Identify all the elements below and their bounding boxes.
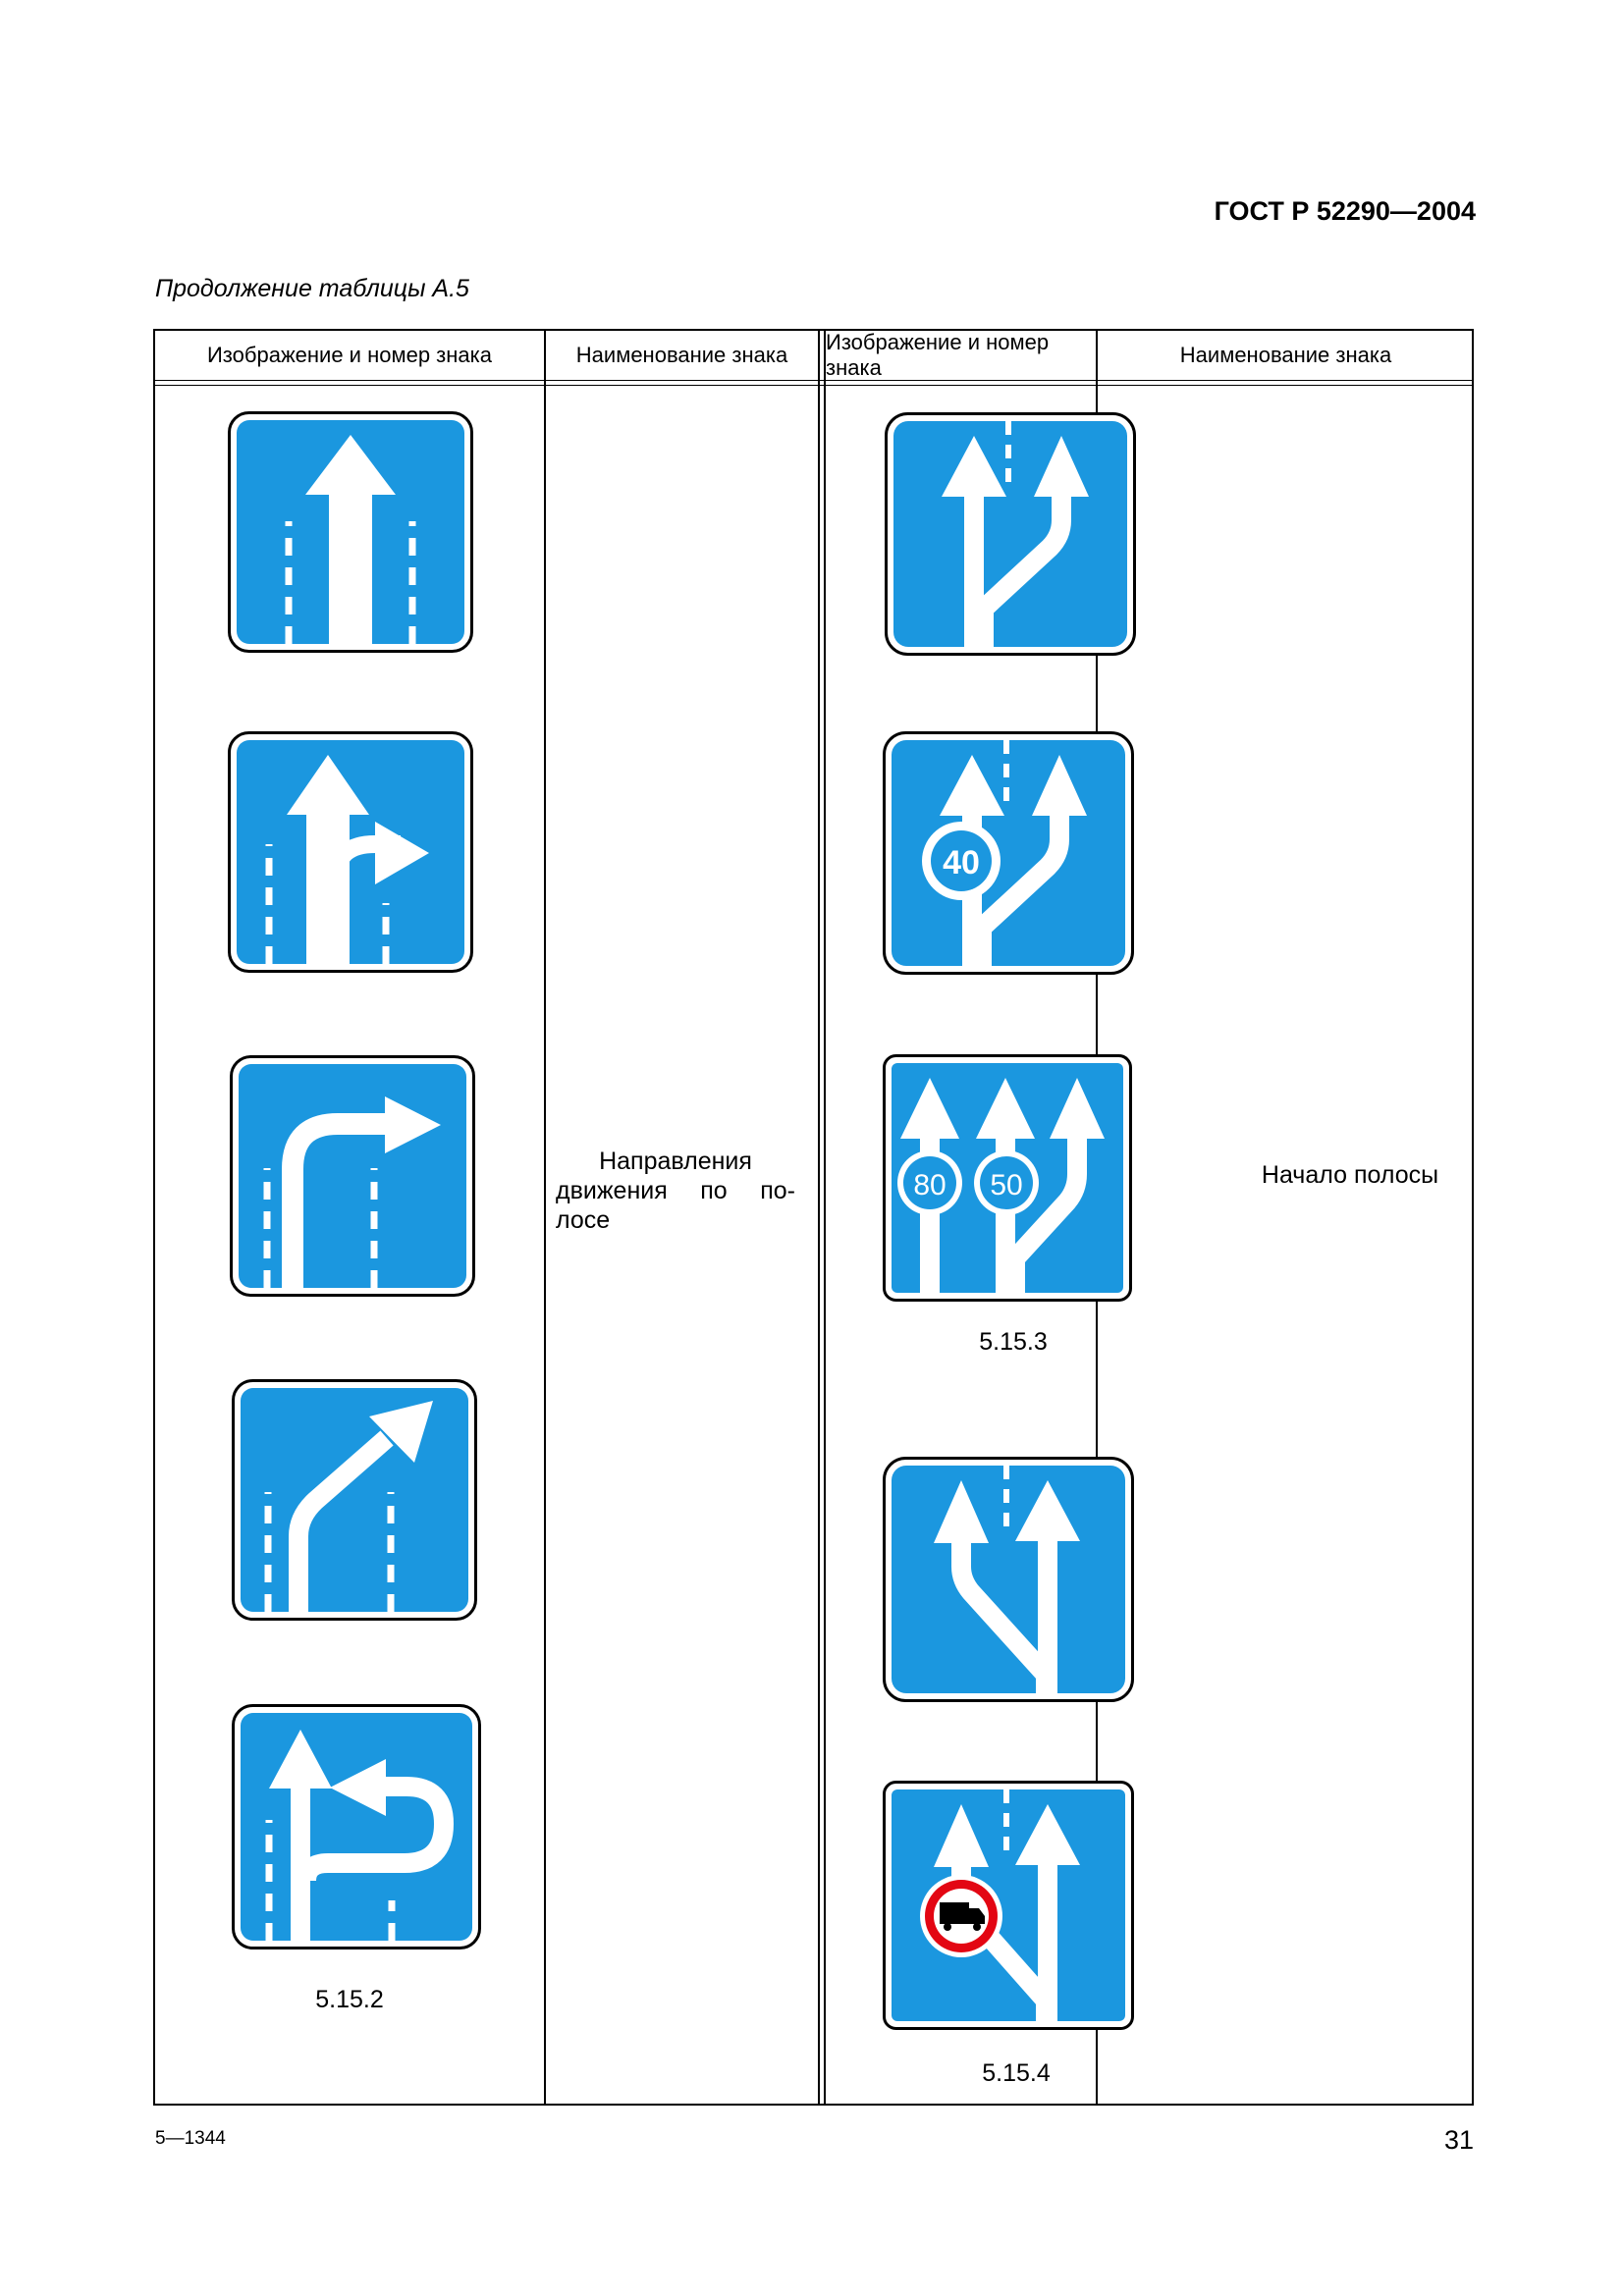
- sign-lanes-straight-right: [228, 731, 473, 973]
- sign-lane-end-left-no-trucks: [883, 1781, 1134, 2030]
- sign-name-lane-directions: [556, 1147, 795, 1235]
- sign-lanes-straight: [228, 411, 473, 653]
- sign-lane-begin-right: [885, 412, 1136, 656]
- column-divider: [824, 331, 826, 2104]
- sign-number: 5.15.4: [982, 2059, 1051, 2087]
- sign-name-line: лосе: [556, 1206, 611, 1234]
- sign-lanes-bear-right: [232, 1379, 477, 1621]
- header-divider: [155, 385, 1472, 386]
- column-header-image: Изображение и номер знака: [206, 343, 492, 367]
- speed-limit-value: 80: [913, 1169, 947, 1201]
- sign-number: 5.15.2: [315, 1986, 384, 2013]
- column-divider: [818, 331, 820, 2104]
- sign-lane-begin-right-speed-80-50: [883, 1054, 1132, 1302]
- sign-lane-end-left: [883, 1457, 1134, 1702]
- speed-limit-value: 40: [943, 844, 980, 881]
- column-header-name: Наименование знака: [1179, 343, 1392, 367]
- sign-lanes-straight-uturn: [232, 1704, 481, 1949]
- sign-lanes-right-turn: [230, 1055, 475, 1297]
- sign-name-line: Направления: [599, 1148, 752, 1175]
- sign-name-lane-begin: Начало полосы: [1261, 1161, 1439, 1189]
- sign-name-line: [556, 1176, 795, 1205]
- print-code: 5—1344: [155, 2128, 226, 2149]
- table-continuation-label: Продолжение таблицы А.5: [155, 275, 469, 302]
- sign-name-word: по-: [760, 1177, 795, 1204]
- standard-number: ГОСТ Р 52290—2004: [1214, 196, 1476, 226]
- no-trucks-icon: [920, 1875, 1002, 1957]
- header-divider: [155, 380, 1472, 381]
- sign-number: 5.15.3: [979, 1328, 1048, 1356]
- sign-name-word: по: [700, 1177, 728, 1204]
- column-header-name: Наименование знака: [575, 343, 788, 367]
- column-header-image: Изображение и номер знака: [826, 330, 1050, 380]
- column-divider: [544, 331, 546, 2104]
- sign-name-word: движения: [556, 1177, 668, 1204]
- speed-limit-value: 50: [990, 1169, 1023, 1201]
- page-number: 31: [1444, 2125, 1475, 2155]
- sign-lane-begin-right-speed-40: [883, 731, 1134, 975]
